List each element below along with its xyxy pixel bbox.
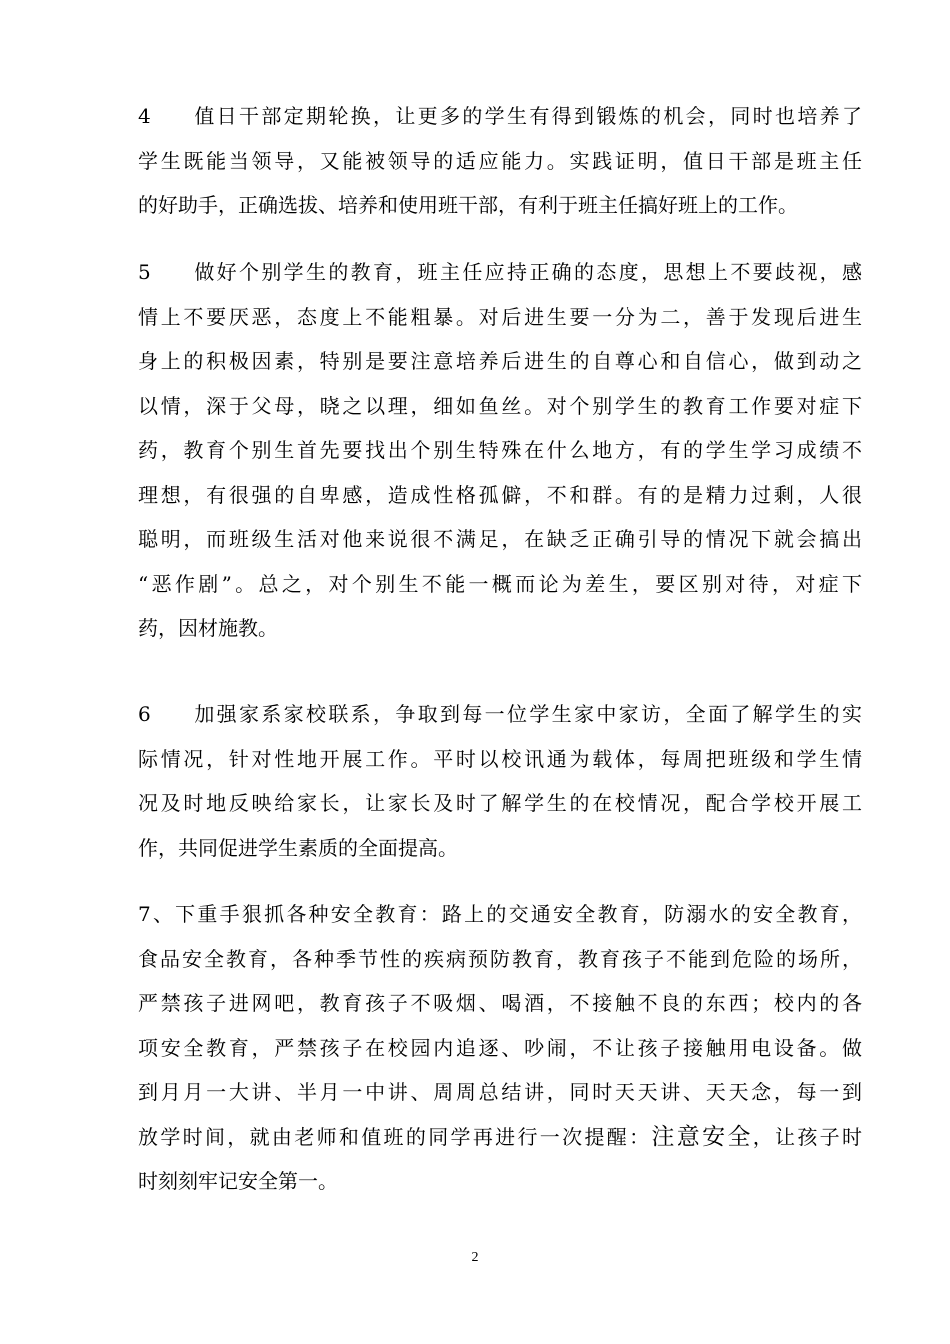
text-line: 情上不要厌恶，态度上不能粗暴。对后进生要一分为二，善于发现后进生 [138, 304, 862, 329]
text-line: 际情况，针对性地开展工作。平时以校讯通为载体，每周把班级和学生情 [138, 746, 862, 771]
text-line [138, 1115, 862, 1160]
text-line: 到月月一大讲、半月一中讲、周周总结讲，同时天天讲、天天念，每一到 [138, 1080, 862, 1104]
paragraph-item-5 [138, 250, 862, 651]
item-number: 6 [138, 702, 151, 726]
paragraph-item-6 [138, 692, 862, 870]
text-line: 学生既能当领导，又能被领导的适应能力。实践证明，值日干部是班主任 [138, 148, 862, 173]
text-line: “恶作剧”。总之，对个别生不能一概而论为差生，要区别对待，对症下 [138, 571, 862, 596]
text-line [138, 94, 862, 139]
paragraph-item-7 [138, 892, 862, 1204]
text-line: 身上的积极因素，特别是要注意培养后进生的自尊心和自信心，做到动之 [138, 349, 862, 373]
text-line: 药，教育个别生首先要找出个别生特殊在什么地方，有的学生学习成绩不 [138, 438, 862, 462]
text-line: 理想，有很强的自卑感，造成性格孤僻，不和群。有的是精力过剩，人很 [138, 482, 862, 507]
text-line: 聪明，而班级生活对他来说很不满足，在缺乏正确引导的情况下就会搞出 [138, 527, 862, 551]
text-line: 的好助手，正确选拔、培养和使用班干部，有利于班主任搞好班上的工作。 [138, 193, 798, 217]
item-number: 4 [138, 104, 151, 128]
line-text-tail: ，让孩子时 [752, 1124, 863, 1149]
line-text: 放学时间，就由老师和值班的同学再进行一次提醒： [138, 1124, 652, 1149]
line-text: 值日干部定期轮换，让更多的学生有得到锻炼的机会，同时也培养了 [192, 104, 862, 128]
text-line: 药，因材施教。 [138, 616, 278, 640]
text-line: 食品安全教育，各种季节性的疾病预防教育，教育孩子不能到危险的场所， [138, 946, 862, 971]
text-line: 7、下重手狠抓各种安全教育：路上的交通安全教育，防溺水的安全教育， [138, 902, 862, 926]
text-line: 项安全教育，严禁孩子在校园内追逐、吵闹，不让孩子接触用电设备。做 [138, 1035, 862, 1060]
line-text: 做好个别学生的教育，班主任应持正确的态度，思想上不要歧视，感 [192, 260, 862, 284]
text-line [138, 250, 862, 295]
line-text: 加强家系家校联系，争取到每一位学生家中家访，全面了解学生的实 [192, 702, 862, 726]
text-line [138, 692, 862, 737]
text-line: 作，共同促进学生素质的全面提高。 [138, 835, 458, 860]
text-line: 严禁孩子进网吧，教育孩子不吸烟、喝酒，不接触不良的东西；校内的各 [138, 991, 862, 1015]
text-line: 况及时地反映给家长，让家长及时了解学生的在校情况，配合学校开展工 [138, 791, 862, 815]
item-number: 5 [138, 260, 151, 284]
text-line: 以情，深于父母，晓之以理，细如鱼丝。对个别学生的教育工作要对症下 [138, 393, 862, 418]
text-line: 时刻刻牢记安全第一。 [138, 1169, 338, 1193]
page-number: 2 [471, 1250, 479, 1265]
paragraph-item-4 [138, 94, 862, 228]
emphasized-text: 注意安全 [651, 1123, 753, 1150]
